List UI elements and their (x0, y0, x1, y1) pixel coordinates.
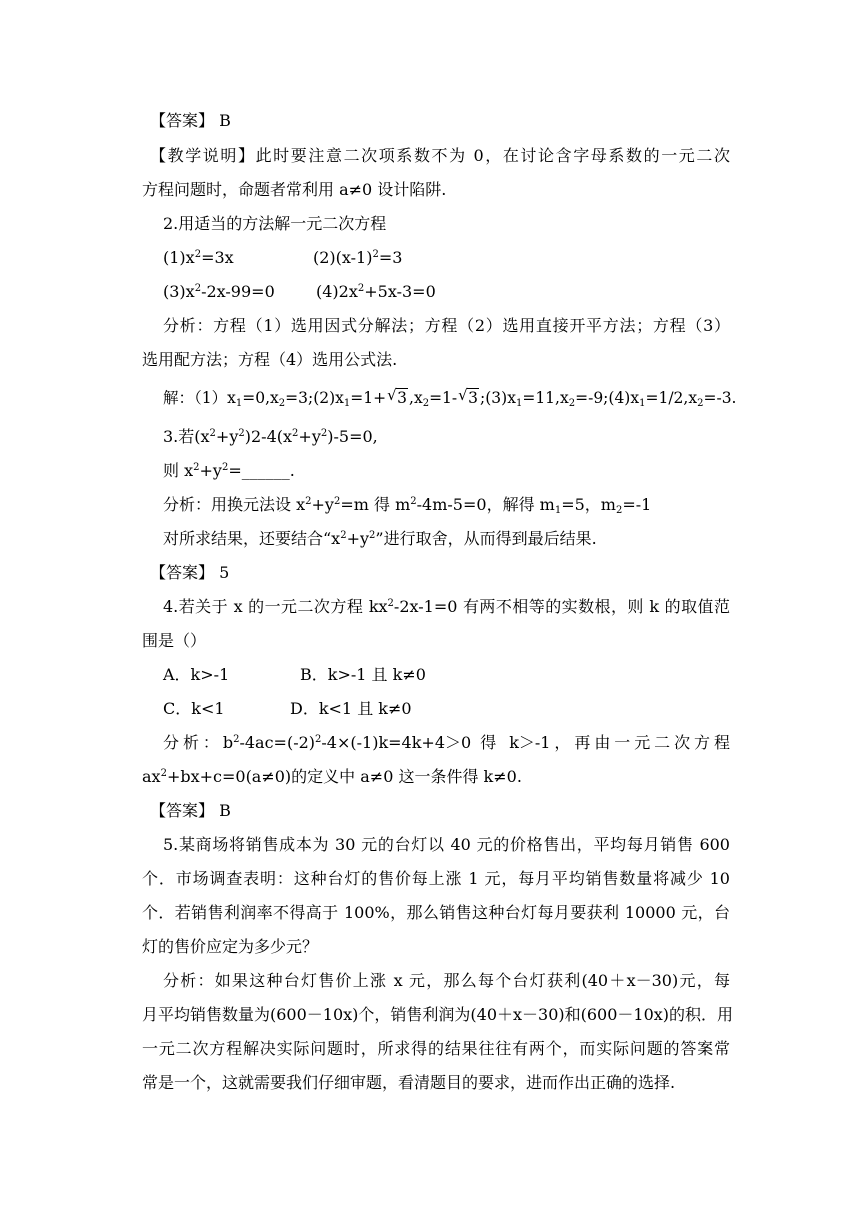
eq-text: =3 (378, 248, 403, 267)
eq-text: (4)2x (316, 282, 358, 301)
sol-sub: 2 (278, 398, 286, 409)
sqrt-3: √ 3 (458, 386, 479, 407)
a-sub: 1 (554, 505, 562, 516)
a-text: ax (142, 767, 161, 786)
q-sup: 2 (193, 462, 200, 473)
answer-text: 【答案】 B (150, 801, 231, 820)
a-text: -4×(-1)k=4k+4＞0 得 k＞-1，再由一元二次方程 (321, 733, 730, 752)
sol-text: =-3. (703, 389, 737, 407)
sol-sub: 1 (639, 398, 646, 409)
option-b (300, 663, 426, 687)
answer-1 (150, 109, 231, 133)
question-4-cont (142, 629, 206, 653)
equation-3 (163, 280, 275, 304)
q-text: 4.若关于 x 的一元二次方程 kx (163, 597, 388, 616)
a-text: =m 得 m (340, 495, 411, 514)
eq-text: -2x-99=0 (201, 282, 275, 301)
a-text: 对所求结果，还要结合“x (163, 529, 341, 548)
sol-sub: 1 (343, 398, 351, 409)
answer-4 (150, 799, 231, 823)
analysis-4 (163, 731, 730, 755)
q-text: +y (215, 427, 239, 446)
sqrt-value: 3 (468, 389, 479, 407)
analysis-5-line4 (142, 1071, 675, 1095)
analysis-5-line2 (142, 1003, 734, 1027)
option-text: B．k>-1 且 k≠0 (300, 665, 426, 684)
answer-3 (150, 561, 229, 585)
a-text: =-1 (622, 495, 652, 514)
sol-sub: 2 (422, 398, 430, 409)
a-text: ”进行取舍，从而得到最后结果. (375, 529, 597, 548)
a-text: 常是一个，这就需要我们仔细审题，看清题目的要求，进而作出正确的选择. (142, 1073, 676, 1092)
a-text: 月平均销售数量为(600－10x)个，销售利润为(40＋x－30)和(600－10x)的积．用 (142, 1005, 734, 1024)
option-d (290, 697, 412, 721)
eq-text: (2)(x-1) (313, 248, 373, 267)
a-text: 分析：用换元法设 x (163, 495, 306, 514)
q-text: )-5=0, (327, 427, 378, 446)
option-text: A．k>-1 (163, 665, 230, 684)
question-3 (163, 425, 378, 449)
sol-text: ,x (409, 389, 423, 407)
eq-sup: 2 (194, 283, 202, 294)
option-text: D．k<1 且 k≠0 (290, 699, 412, 718)
q-sup: 2 (292, 428, 299, 439)
a-text: +y (311, 495, 334, 514)
a-text: -4ac=(-2) (239, 733, 316, 752)
equation-2 (313, 246, 402, 270)
answer-text: 【答案】 5 (150, 563, 230, 582)
question-5-line2 (142, 867, 730, 891)
analysis-3 (163, 493, 651, 517)
eq-text: (1)x (163, 248, 195, 267)
solution-2 (163, 386, 736, 410)
q-text: =______. (228, 461, 295, 480)
a-line (163, 731, 730, 755)
sol-sub: 2 (697, 398, 704, 409)
eq-text: +5x-3=0 (364, 282, 436, 301)
eq-sup: 2 (357, 283, 365, 294)
answer-text: 【答案】 B (150, 111, 231, 130)
sol-text: 解：（1）x (163, 389, 236, 407)
a-sup: 2 (369, 530, 376, 541)
sol-text: =11,x (522, 389, 569, 407)
sol-text: =1+ (350, 389, 387, 407)
a-text: -4m-5=0，解得 m (416, 495, 555, 514)
option-text: C．k<1 (163, 699, 225, 718)
a-text: +bx+c=0(a≠0)的定义中 a≠0 这一条件得 k≠0. (166, 767, 522, 786)
analysis-4-cont (142, 765, 522, 789)
option-c (163, 697, 225, 721)
sol-text: =3;(2)x (285, 389, 344, 407)
a-sub: 2 (615, 505, 623, 516)
sol-sub: 1 (515, 398, 523, 409)
a-text: +y (346, 529, 370, 548)
a-text: 分析：b (163, 733, 234, 752)
sqrt-value: 3 (397, 389, 408, 407)
sol-sub: 1 (235, 398, 243, 409)
option-a (163, 663, 229, 687)
analysis-5-line3 (142, 1037, 730, 1061)
a-sup: 2 (333, 496, 341, 507)
a-sup: 2 (233, 734, 240, 745)
q-sup: 2 (238, 428, 245, 439)
q-text: +y (298, 427, 321, 446)
sol-text: =-9;(4)x (575, 389, 640, 407)
eq-text: =3x (201, 248, 234, 267)
sol-text: =0,x (242, 389, 279, 407)
q-text: 3.若(x (163, 427, 210, 446)
eq-text: (3)x (163, 282, 195, 301)
question-4 (163, 595, 730, 619)
q-sup: 2 (209, 428, 216, 439)
analysis-5 (163, 969, 730, 993)
q-text: 围是（） (142, 631, 207, 650)
q-sup: 2 (221, 462, 229, 473)
a-sup: 2 (305, 496, 312, 507)
q-text: )2-4(x (244, 427, 293, 446)
sol-text: ;(3)x (480, 389, 516, 407)
q-sup: 2 (320, 428, 328, 439)
paragraph-text: 【教学说明】此时要注意二次项系数不为 0，在讨论含字母系数的一元二次 (150, 146, 730, 165)
q-text: 个．若销售利润率不得高于 100%，那么销售这种台灯每月要获利 10000 元，台 (142, 903, 730, 922)
question-5-line4 (142, 935, 318, 959)
a-text: 分析：如果这种台灯售价上涨 x 元，那么每个台灯获利(40＋x－30)元，每 (163, 971, 730, 990)
question-5 (163, 833, 730, 857)
q-text: 灯的售价应定为多少元？ (142, 937, 319, 956)
q-text: 个．市场调查表明：这种台灯的售价每上涨 1 元，每月平均销售数量将减少 10 (142, 869, 730, 888)
paragraph-text: 选用配方法；方程（4）选用公式法. (142, 350, 398, 369)
sqrt-3: √ 3 (387, 386, 408, 407)
a-text: 一元二次方程解决实际问题时，所求得的结果往往有两个，而实际问题的答案常 (142, 1039, 730, 1058)
question-5-line3 (142, 901, 730, 925)
q-sup: 2 (387, 598, 394, 609)
q-text: 5.某商场将销售成本为 30 元的台灯以 40 元的价格售出，平均每月销售 600 (163, 835, 730, 854)
sol-text: =1- (429, 389, 458, 407)
eq-sup: 2 (372, 249, 379, 260)
q-text: +y (199, 461, 222, 480)
q-text: -2x-1=0 有两不相等的实数根，则 k 的取值范 (393, 597, 730, 616)
q-line (163, 595, 730, 619)
a-text: =5，m (561, 495, 616, 514)
analysis-2-cont (142, 348, 397, 372)
a-sup: 2 (160, 768, 167, 779)
sol-text: =1/2,x (645, 389, 698, 407)
equation-4 (316, 280, 436, 304)
teaching-note (150, 144, 730, 168)
q-text: 则 x (163, 461, 194, 480)
a-sup: 2 (410, 496, 417, 507)
analysis-2 (163, 314, 730, 338)
question-2 (163, 212, 386, 236)
question-text: 2.用适当的方法解一元二次方程 (163, 214, 387, 233)
paragraph-text: 分析：方程（1）选用因式分解法；方程（2）选用直接开平方法；方程（3） (163, 316, 730, 335)
a-sup: 2 (340, 530, 347, 541)
teaching-note-cont (142, 178, 446, 202)
equation-1 (163, 246, 234, 270)
eq-sup: 2 (194, 249, 202, 260)
a-sup: 2 (315, 734, 322, 745)
analysis-3-cont (163, 527, 597, 551)
sol-sub: 2 (568, 398, 576, 409)
question-3-blank (163, 459, 295, 483)
paragraph-text: 方程问题时，命题者常利用 a≠0 设计陷阱. (142, 180, 447, 199)
